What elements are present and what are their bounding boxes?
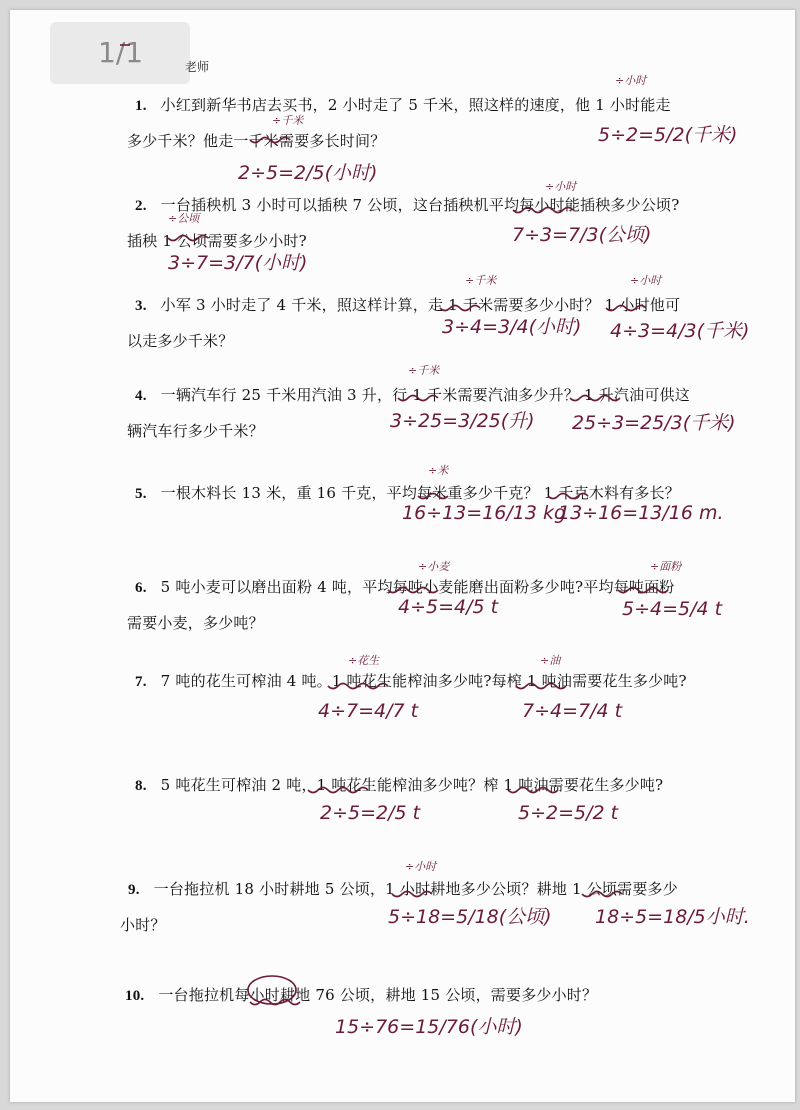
- handwritten-answer: 5÷4=5/4 t: [622, 598, 723, 620]
- handwritten-answer: 7÷3=7/3(公顷): [512, 224, 652, 246]
- handwritten-answer: 7÷4=7/4 t: [522, 700, 623, 722]
- handwritten-note: ÷公顷: [168, 212, 200, 225]
- wavy-underline: [250, 138, 290, 143]
- question-text-line1: 小红到新华书店去买书，2 小时走了 5 千米，照这样的速度，他 1 小时能走: [160, 96, 671, 114]
- handwritten-answer: 4÷3=4/3(千米): [610, 320, 750, 342]
- question-text-line1: 5 吨花生可榨油 2 吨，1 吨花生能榨油多少吨？榨 1 吨油需要花生多少吨?: [160, 776, 664, 794]
- wavy-underline: [618, 588, 668, 593]
- wavy-underline: [388, 588, 438, 593]
- handwritten-note: ÷花生: [348, 654, 380, 667]
- question-text-line2: 小时？: [120, 916, 166, 934]
- question-text-line2: 辆汽车行多少千米？: [127, 422, 264, 440]
- teacher-label: 老师: [185, 60, 210, 74]
- handwritten-answer: 15÷76=15/76(小时): [335, 1016, 523, 1038]
- question-text-line1: 一台拖拉机每小时耕地 76 公顷，耕地 15 公顷，需要多少小时？: [158, 986, 598, 1004]
- handwritten-answer: 16÷13=16/13 kg: [402, 502, 567, 524]
- question-number: 8.: [135, 778, 147, 794]
- handwritten-note: ÷小时: [405, 860, 437, 873]
- handwritten-answer: 3÷25=3/25(升): [390, 410, 535, 432]
- handwritten-answer: 18÷5=18/5小时.: [595, 906, 750, 928]
- wavy-underline: [392, 892, 432, 897]
- handwritten-answer: 13÷16=13/16 m.: [558, 502, 724, 524]
- question-number: 1.: [135, 98, 147, 114]
- wavy-underline: [418, 494, 448, 499]
- handwritten-answer: 3÷7=3/7(小时): [168, 252, 308, 274]
- handwritten-answer: 4÷5=4/5 t: [398, 596, 499, 618]
- pen-markings: [10, 10, 795, 1102]
- page-indicator: 1/1: [50, 22, 190, 84]
- wavy-underline: [440, 306, 480, 311]
- question-text-line1: 5 吨小麦可以磨出面粉 4 吨，平均每吨小麦能磨出面粉多少吨?平均每吨面粉: [160, 578, 675, 596]
- wavy-underline: [508, 788, 558, 793]
- handwritten-note: ÷小时: [630, 274, 662, 287]
- circle-mark: [248, 976, 296, 1004]
- wavy-underline: [548, 494, 588, 499]
- wavy-underline: [328, 684, 388, 689]
- wavy-underline: [606, 306, 646, 311]
- handwritten-answer: 5÷2=5/2 t: [518, 802, 619, 824]
- question-text-line2: 多少千米？他走一千米需要多长时间？: [127, 132, 386, 150]
- worksheet-page: [10, 10, 795, 1102]
- handwritten-answer: 4÷7=4/7 t: [318, 700, 419, 722]
- handwritten-note: ÷千米: [465, 274, 497, 287]
- handwritten-note: ÷小麦: [418, 560, 450, 573]
- handwritten-note: ÷千米: [408, 364, 440, 377]
- question-text-line2: 需要小麦，多少吨？: [127, 614, 264, 632]
- handwritten-answer: 5÷18=5/18(公顷): [388, 906, 552, 928]
- wavy-underline: [308, 788, 368, 793]
- handwritten-note: ÷面粉: [650, 560, 682, 573]
- question-number: 10.: [125, 988, 145, 1004]
- wavy-underline: [398, 396, 438, 401]
- handwritten-note: ÷油: [540, 654, 561, 667]
- question-text-line1: 7 吨的花生可榨油 4 吨。1 吨花生能榨油多少吨?每榨 1 吨油需要花生多少吨?: [160, 672, 687, 690]
- handwritten-answer: 3÷4=3/4(小时): [442, 316, 582, 338]
- question-number: 9.: [128, 882, 140, 898]
- handwritten-answer: 5÷2=5/2(千米): [598, 124, 738, 146]
- handwritten-note: ÷小时: [545, 180, 577, 193]
- question-number: 3.: [135, 298, 147, 314]
- handwritten-answer: 25÷3=25/3(千米): [572, 412, 736, 434]
- wavy-underline: [513, 208, 573, 213]
- question-number: 5.: [135, 486, 147, 502]
- question-text-line1: 一辆汽车行 25 千米用汽油 3 升，行 1 千米需要汽油多少升？ 1 升汽油可供这: [160, 386, 690, 404]
- handwritten-answer: 2÷5=2/5(小时): [238, 162, 378, 184]
- question-text-line1: 小军 3 小时走了 4 千米，照这样计算，走 1 千米需要多少小时？ 1 小时他可: [160, 296, 681, 314]
- wavy-underline: [516, 684, 566, 689]
- question-number: 2.: [135, 198, 147, 214]
- question-text-line2: 以走多少千米？: [127, 332, 234, 350]
- question-text-line1: 一根木料长 13 米，重 16 千克，平均每米重多少千克？ 1 千克木料有多长？: [160, 484, 680, 502]
- wavy-underline: [570, 396, 620, 401]
- question-number: 4.: [135, 388, 147, 404]
- question-number: 6.: [135, 580, 147, 596]
- question-number: 7.: [135, 674, 147, 690]
- question-text-line2: 插秧 1 公顷需要多少小时?: [127, 232, 307, 250]
- handwritten-note: ÷米: [428, 464, 449, 477]
- wavy-underline: [582, 892, 622, 897]
- handwritten-answer: 2÷5=2/5 t: [320, 802, 421, 824]
- handwritten-note: ÷千米: [272, 114, 304, 127]
- handwritten-note: ÷小时: [615, 74, 647, 87]
- wavy-underline: [168, 236, 208, 241]
- question-text-line1: 一台插秧机 3 小时可以插秧 7 公顷，这台插秧机平均每小时能插秧多少公顷?: [160, 196, 680, 214]
- question-text-line1: 一台拖拉机 18 小时耕地 5 公顷，1 小时耕地多少公顷？耕地 1 公顷需要多少: [153, 880, 678, 898]
